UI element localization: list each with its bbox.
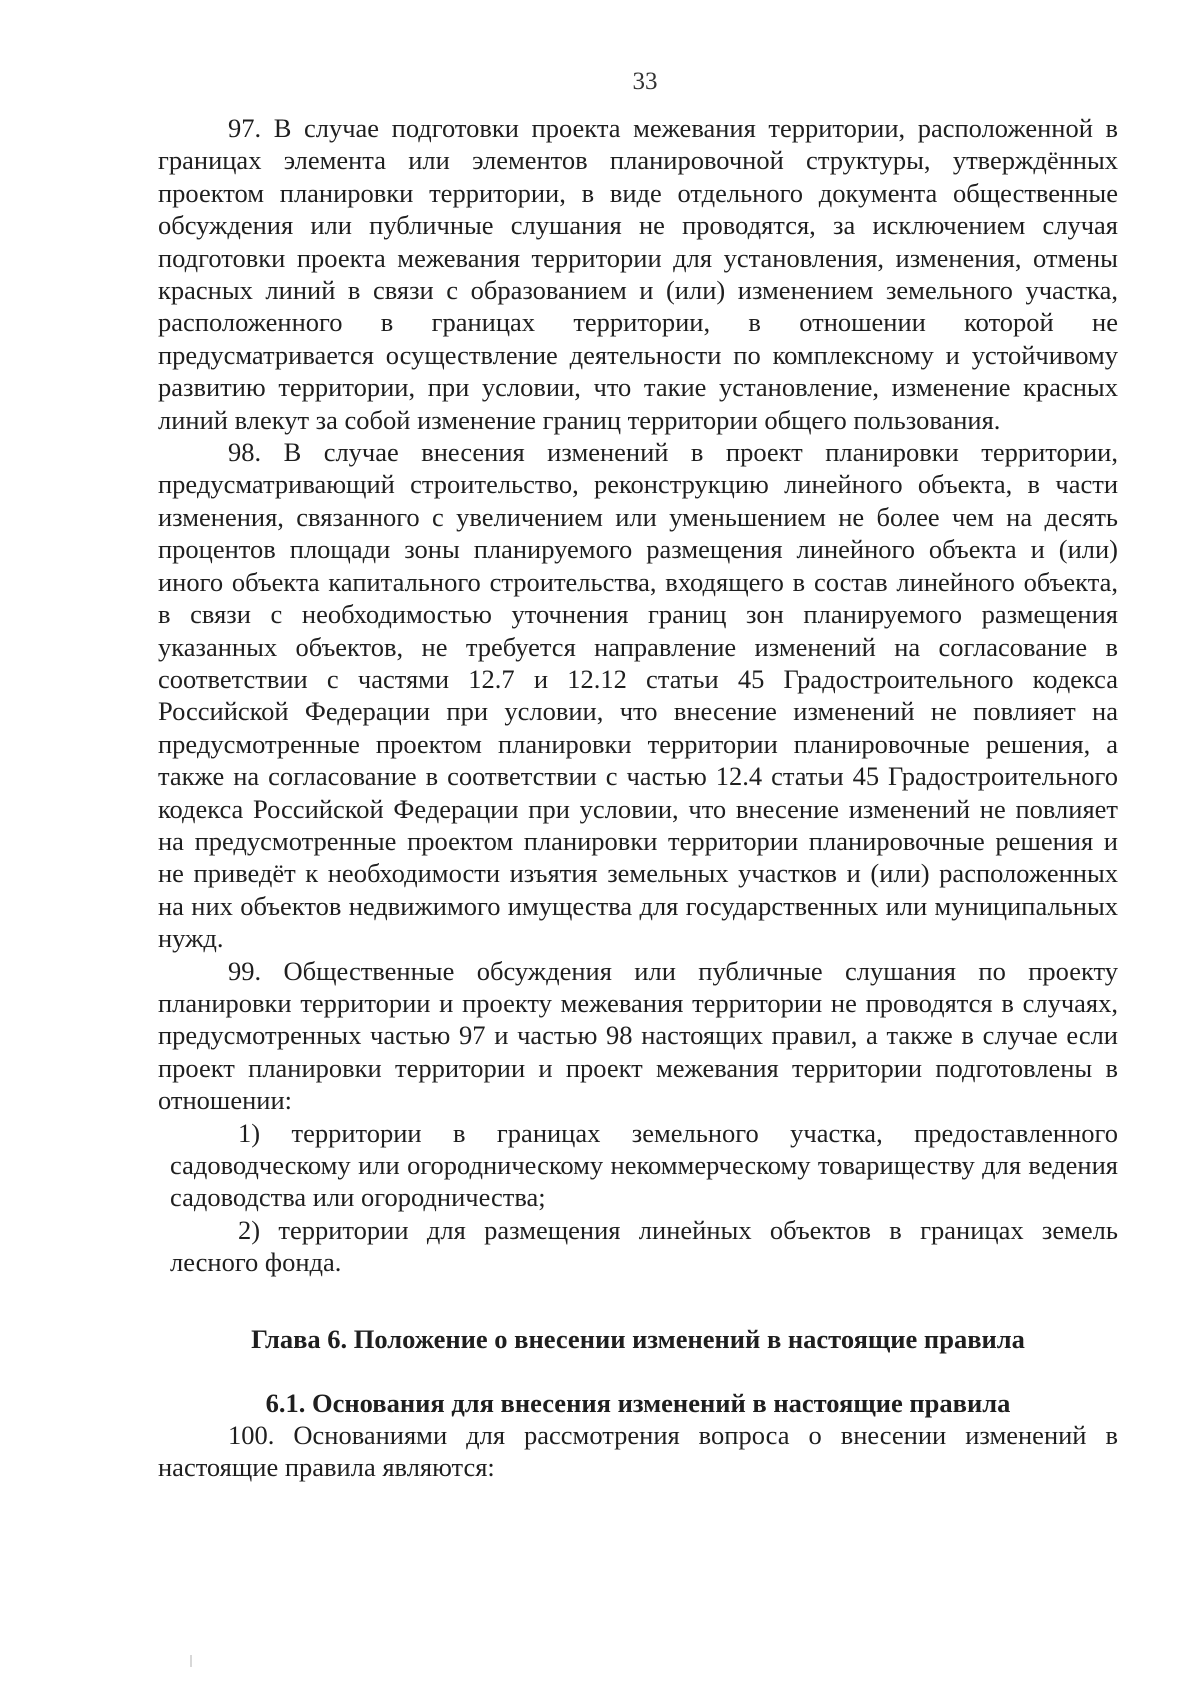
- list-item-2: 2) территории для размещения линейных объектов в границах земель лесного фонда.: [170, 1214, 1118, 1278]
- page-number: 33: [632, 68, 658, 95]
- document-body: [158, 112, 1118, 1483]
- chapter-title: Глава 6. Положение о внесении изменений в настоящие правила: [251, 1323, 1025, 1354]
- paragraph-99: 99. Общественные обсуждения или публичные слушания по проекту планировки территории и проекту межевания территории не проводятся в случаях, предусмотренных частью 97 и частью 98 настоящих правил, а также в случае если проект планировки территории и проект межевания территории подготовлены в отношении:: [158, 955, 1118, 1116]
- paragraph-100: 100. Основаниями для рассмотрения вопроса о внесении изменений в настоящие правила являются:: [158, 1419, 1118, 1483]
- list-item-1: 1) территории в границах земельного участка, предоставленного садоводческому или огородническому некоммерческому товариществу для ведения садоводства или огородничества;: [170, 1117, 1118, 1213]
- paragraph-98: 98. В случае внесения изменений в проект планировки территории, предусматривающий строительство, реконструкцию линейного объекта, в части изменения, связанного с увеличением или уменьшением не более чем на десять процентов площади зоны планируемого размещения линейного объекта и (или) иного объекта капитального строительства, входящего в состав линейного объекта, в связи с необходимостью уточнения границ зон планируемого размещения указанных объектов, не требуется направление изменений на согласование в соответствии с частями 12.7 и 12.12 статьи 45 Градостроительного кодекса Российской Федерации при условии, что внесение изменений не повлияет на предусмотренные проектом планировки территории планировочные решения, а также на согласование в соответствии с частью 12.4 статьи 45 Градостроительного кодекса Российской Федерации при условии, что внесение изменений не повлияет на предусмотренные проектом планировки территории планировочные решения и не приведёт к необходимости изъятия земельных участков и (или) расположенных на них объектов недвижимого имущества для государственных или муниципальных нужд.: [158, 437, 1118, 954]
- paragraph-97: 97. В случае подготовки проекта межевания территории, расположенной в границах элемента или элементов планировочной структуры, утверждённых проектом планировки территории, в виде отдельного документа общественные обсуждения или публичные слушания не проводятся, за исключением случая подготовки проекта межевания территории для установления, изменения, отмены красных линий в связи с образованием и (или) изменением земельного участка, расположенного в границах территории, в отношении которой не предусматривается осуществление деятельности по комплексному и устойчивому развитию территории, при условии, что такие установление, изменение красных линий влекут за собой изменение границ территории общего пользования.: [158, 113, 1118, 435]
- scan-artifact: [190, 1655, 192, 1667]
- section-title: 6.1. Основания для внесения изменений в настоящие правила: [265, 1387, 1011, 1418]
